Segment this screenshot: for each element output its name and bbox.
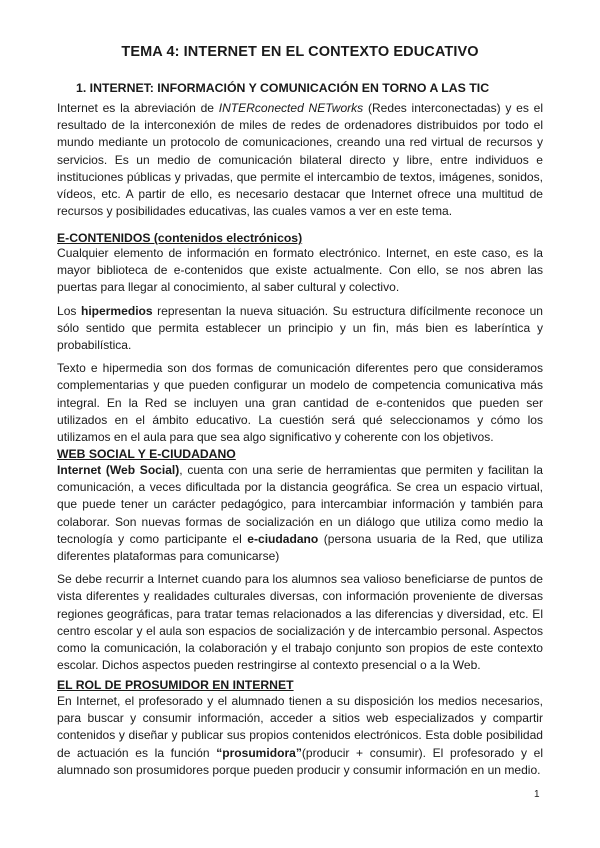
paragraph: Cualquier elemento de información en formato electrónico. Internet, en este caso, es la mayor biblioteca de e-contenidos que existe actualmente. Con ello, se nos abren las puertas para llegar al conocimiento, al saber cultural y colectivo.	[57, 246, 543, 295]
paragraph: Texto e hipermedia son dos formas de comunicación diferentes pero que consideramos complementarias y que pueden configurar un modelo de competencia comunicativa más integral. En la Red se incluyen una gran cantidad de e-contenidos que pueden ser utilizados en el ámbito educativo. La cuestión será qué seleccionamos y cómo los utilizamos en el aula para que sea algo significativo y coherente con los objetivos.	[57, 361, 543, 445]
section-1-body	[57, 100, 543, 220]
paragraph: Internet (Web Social), cuenta con una serie de herramientas que permiten y facilitan la comunicación, a veces dificultada por la distancia geográfica. Se crea un espacio virtual, que puede tener un carácter pedagógico, para intercambiar información y también para colaborar. Son nuevas formas de socialización en un diálogo que utiliza como medio la tecnología y como participante el e-ciudadano (persona usuaria de la Red, que utiliza diferentes plataformas para comunicarse)	[57, 463, 544, 564]
paragraph: Se debe recurrir a Internet cuando para los alumnos sea valioso beneficiarse de puntos de vista diferentes y realidades culturales diversas, con información proveniente de diversas regiones geográficas, para tratar temas relacionados a las diferencias y diversidad, etc. El centro escolar y el aula son espacios de socialización y de intercambio personal. Aspectos como la comunicación, la colaboración y el trabajo conjunto son propios de este contexto escolar. Dichos aspectos pueden restringirse al contexto presencial o a la Web.	[57, 572, 543, 673]
section-1-heading: 1. INTERNET: INFORMACIÓN Y COMUNICACIÓN EN TORNO A LAS TIC	[76, 81, 490, 95]
paragraph: Internet es la abreviación de INTERconected NETworks (Redes interconectadas) y es el resultado de la interconexión de miles de redes de ordenadores distribuidos por todo el mundo mediante un protocolo de comunicaciones, creando una red virtual de recursos y servicios. Es un medio de comunicación bilateral directo y libre, entre individuos e instituciones públicas y privadas, que permite el intercambio de textos, imágenes, sonidos, vídeos, etc. A partir de ello, es necesario destacar que Internet ofrece una multitud de recursos y posibilidades educativas, las cuales vamos a ver en este tema.	[57, 101, 543, 219]
websocial-heading: WEB SOCIAL Y E-CIUDADANO	[57, 447, 236, 461]
paragraph: Los hipermedios representan la nueva situación. Su estructura difícilmente reconoce un sólo sentido que permita establecer un principio y un fin, más bien es laberíntica y probabilística.	[57, 303, 543, 353]
websocial-body	[57, 462, 543, 674]
page-title: TEMA 4: INTERNET EN EL CONTEXTO EDUCATIVO	[121, 44, 479, 60]
prosumidor-heading: EL ROL DE PROSUMIDOR EN INTERNET	[57, 678, 294, 692]
econtenidos-body	[57, 245, 543, 446]
paragraph: En Internet, el profesorado y el alumnado tienen a su disposición los medios necesarios, para buscar y consumir información, acceder a sitios web especializados y compartir contenidos y diseñar y publicar sus propios contenidos electrónicos. Esta doble posibilidad de actuación es la función “prosumidora”(producir + consumir). El profesorado y el alumnado son prosumidores porque pueden producir y consumir información en un medio.	[57, 694, 543, 777]
econtenidos-heading: E-CONTENIDOS (contenidos electrónicos)	[57, 231, 303, 245]
prosumidor-body	[57, 693, 543, 779]
page-number: 1	[534, 789, 540, 800]
